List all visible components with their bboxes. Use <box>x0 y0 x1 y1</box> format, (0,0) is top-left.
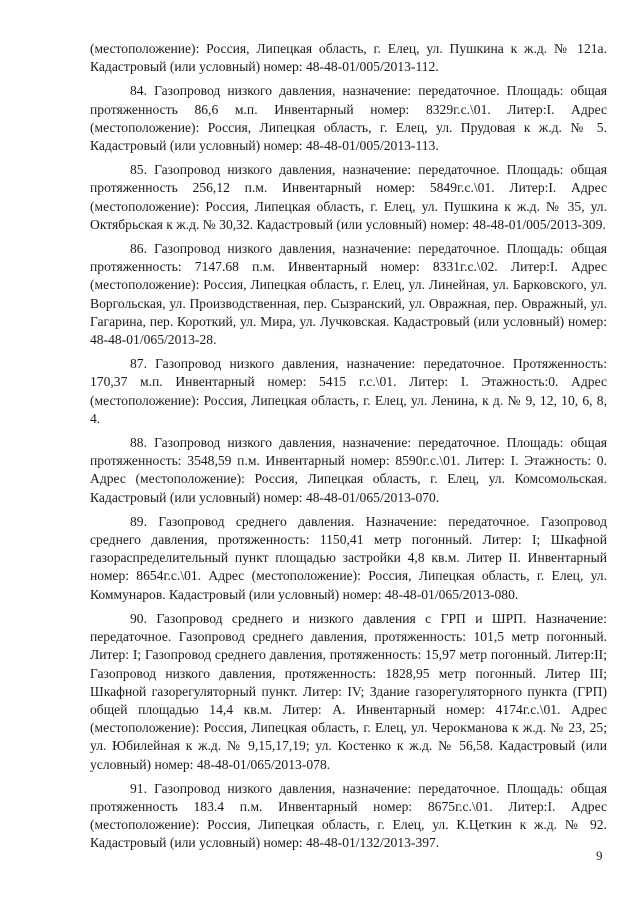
paragraph-item-87: 87. Газопровод низкого давления, назначение: передаточное. Протяженность: 170,37 м.п. Инвентарный номер: 5415 г.с.\01. Литер: I. Этажность:0. Адрес (местоположение): Россия, Липецкая область, г. Елец, ул. Ленина, к д. № 9, 12, 10, 6, 8, 4. <box>90 356 607 426</box>
document-page <box>90 40 607 859</box>
paragraph-item-86: 86. Газопровод низкого давления, назначение: передаточное. Площадь: общая протяженность: 7147.68 п.м. Инвентарный номер: 8331г.с.\02. Литер:I. Адрес (местоположение): Россия, Липецкая область, г. Елец, ул. Линейная, ул. Барковского, ул. Воргольская, ул. Производственная, пер. Сызранский, ул. Овражная, пер. Овражный, ул. Гагарина, пер. Короткий, ул. Мира, ул. Лучковская. Кадастровый (или условный) номер: 48-48-01/065/2013-28. <box>90 241 607 348</box>
paragraph-item-88: 88. Газопровод низкого давления, назначение: передаточное. Площадь: общая протяженность: 3548,59 п.м. Инвентарный номер: 8590г.с.\01. Литер: I. Этажность: 0. Адрес (местоположение): Россия, Липецкая область, г. Елец, ул. Комсомольская. Кадастровый (или условный) номер: 48-48-01/065/2013-070. <box>90 435 607 505</box>
paragraph-continuation: (местоположение): Россия, Липецкая область, г. Елец, ул. Пушкина к ж.д. № 121а. Кадастровый (или условный) номер: 48-48-01/005/2013-112. <box>90 41 607 75</box>
paragraph-item-90: 90. Газопровод среднего и низкого давления с ГРП и ШРП. Назначение: передаточное. Газопровод среднего давления, протяженность: 101,5 метр погонный. Литер: I; Газопровод среднего давления, протяженность: 15,97 метр погонный. Литер:II; Газопровод низкого давления, протяженность: 1828,95 метр погонный. Литер III; Шкафной газорегуляторный пункт. Литер: IV; Здание газорегуляторного пункта (ГРП) общей площадью 14,4 кв.м. Литер: А. Инвентарный номер: 4174г.с.\01. Адрес (местоположение): Россия, Липецкая область, г. Елец, ул. Черокманова к ж.д. № 23, 25; ул. Юбилейная к ж.д. № 9,15,17,19; ул. Костенко к ж.д. № 56,58. Кадастровый (или условный) номер: 48-48-01/065/2013-078. <box>90 610 607 772</box>
paragraph-item-89: 89. Газопровод среднего давления. Назначение: передаточное. Газопровод среднего давления, протяженность: 1150,41 метр погонный. Литер: I; Шкафной газораспределительный пункт площадью застройки 4,8 кв.м. Литер II. Инвентарный номер: 8654г.с.\01. Адрес (местоположение): Россия, Липецкая область, г. Елец, ул. Коммунаров. Кадастровый (или условный) номер: 48-48-01/065/2013-080. <box>90 513 607 602</box>
paragraph-item-85: 85. Газопровод низкого давления, назначение: передаточное. Площадь: общая протяженность 256,12 п.м. Инвентарный номер: 5849г.с.\01. Литер:I. Адрес (местоположение): Россия, Липецкая область, г. Елец, ул. Пушкина к ж.д. № 35, ул. Октябрьская к ж.д. № 30,32. Кадастровый (или условный) номер: 48-48-01/005/2013-309. <box>90 162 607 232</box>
paragraph-item-91: 91. Газопровод низкого давления, назначение: передаточное. Площадь: общая протяженность 183.4 п.м. Инвентарный номер: 8675г.с.\01. Литер:I. Адрес (местоположение): Россия, Липецкая область, г. Елец, ул. К.Цеткин к ж.д. № 92. Кадастровый (или условный) номер: 48-48-01/132/2013-397. <box>90 780 607 851</box>
page-number: 9 <box>596 848 603 863</box>
paragraph-item-84: 84. Газопровод низкого давления, назначение: передаточное. Площадь: общая протяженность 86,6 м.п. Инвентарный номер: 8329г.с.\01. Литер:I. Адрес (местоположение): Россия, Липецкая область, г. Елец, ул. Прудовая к ж.д. № 5. Кадастровый (или условный) номер: 48-48-01/005/2013-113. <box>90 83 607 154</box>
